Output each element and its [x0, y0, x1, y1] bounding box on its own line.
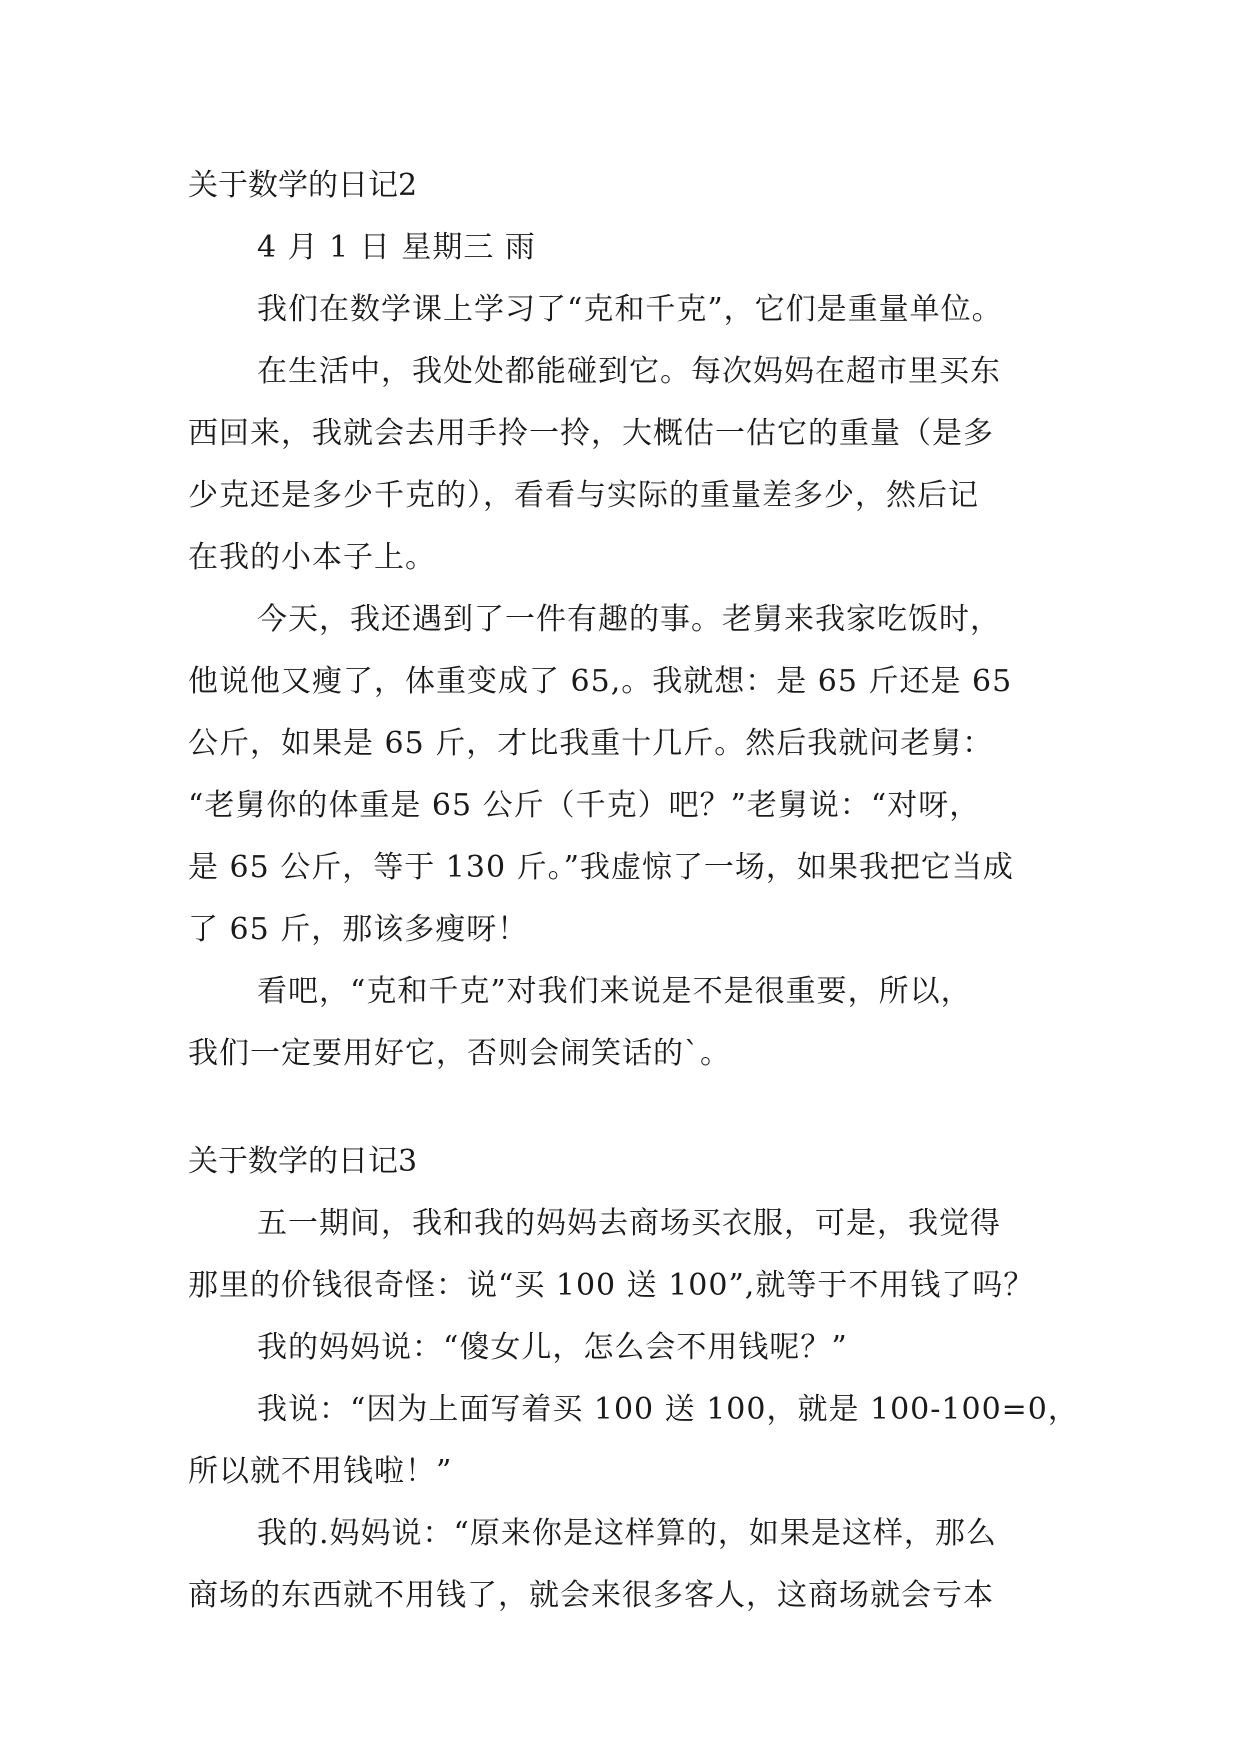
- diary-3-title: 关于数学的日记3: [188, 1144, 418, 1179]
- paragraph-line: 我们在数学课上学习了“克和千克”，它们是重量单位。: [257, 292, 1003, 327]
- paragraph-line: 他说他又瘦了，体重变成了 65,。我就想：是 65 斤还是 65: [188, 664, 1013, 699]
- paragraph-line: 那里的价钱很奇怪：说“买 100 送 100”,就等于不用钱了吗？: [188, 1268, 1035, 1303]
- paragraph-line: 少克还是多少千克的），看看与实际的重量差多少，然后记: [188, 478, 979, 513]
- paragraph-line: “老舅你的体重是 65 公斤（千克）吧？”老舅说：“对呀，: [188, 788, 981, 823]
- paragraph-line: 我们一定要用好它，否则会闹笑话的`。: [188, 1036, 731, 1071]
- paragraph-line: 我的妈妈说：“傻女儿，怎么会不用钱呢？”: [257, 1330, 848, 1365]
- paragraph-line: 是 65 公斤，等于 130 斤。”我虚惊了一场，如果我把它当成: [188, 850, 1014, 885]
- paragraph-line: 我说：“因为上面写着买 100 送 100，就是 100-100=0，: [257, 1392, 1079, 1427]
- paragraph-line: 西回来，我就会去用手拎一拎，大概估一估它的重量（是多: [188, 416, 994, 451]
- diary-2-title: 关于数学的日记2: [188, 168, 418, 203]
- paragraph-line: 商场的东西就不用钱了，就会来很多客人，这商场就会亏本: [188, 1578, 994, 1613]
- paragraph-line: 公斤，如果是 65 斤，才比我重十几斤。然后我就问老舅：: [188, 726, 994, 761]
- paragraph-line: 我的.妈妈说：“原来你是这样算的，如果是这样，那么: [257, 1516, 997, 1551]
- paragraph-line: 所以就不用钱啦！”: [188, 1454, 453, 1489]
- diary-2-date-line: 4 月 1 日 星期三 雨: [257, 230, 536, 265]
- paragraph-line: 了 65 斤，那该多瘦呀！: [188, 912, 529, 947]
- paragraph-line: 在生活中，我处处都能碰到它。每次妈妈在超市里买东: [257, 354, 1001, 389]
- paragraph-line: 今天，我还遇到了一件有趣的事。老舅来我家吃饭时，: [257, 602, 1001, 637]
- paragraph-line: 在我的小本子上。: [188, 540, 436, 575]
- paragraph-line: 看吧，“克和千克”对我们来说是不是很重要，所以，: [257, 974, 972, 1009]
- paragraph-line: 五一期间，我和我的妈妈去商场买衣服，可是，我觉得: [257, 1206, 1001, 1241]
